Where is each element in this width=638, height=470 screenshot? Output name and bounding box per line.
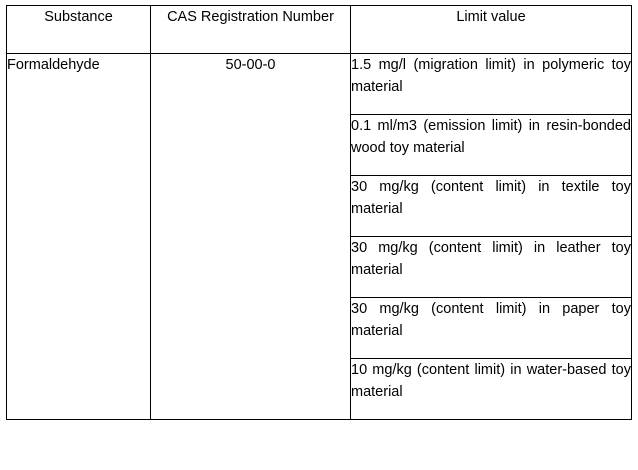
limit-value-cell: 1.5 mg/l (migration limit) in polymeric toy material	[351, 54, 632, 115]
limit-value-cell: 0.1 ml/m3 (emission limit) in resin-bonded wood toy material	[351, 115, 632, 176]
limit-value-cell: 10 mg/kg (content limit) in water-based toy material	[351, 359, 632, 420]
header-substance: Substance	[7, 6, 151, 54]
limit-value-cell: 30 mg/kg (content limit) in paper toy material	[351, 298, 632, 359]
limit-value-cell: 30 mg/kg (content limit) in textile toy material	[351, 176, 632, 237]
limit-value-cell: 30 mg/kg (content limit) in leather toy material	[351, 237, 632, 298]
header-cas-number: CAS Registration Number	[151, 6, 351, 54]
table-row	[7, 54, 632, 115]
formaldehyde-limit-table	[6, 5, 632, 420]
header-row	[7, 6, 632, 54]
header-limit-value: Limit value	[351, 6, 632, 54]
cas-number-cell: 50-00-0	[151, 54, 351, 420]
substance-cell: Formaldehyde	[7, 54, 151, 420]
